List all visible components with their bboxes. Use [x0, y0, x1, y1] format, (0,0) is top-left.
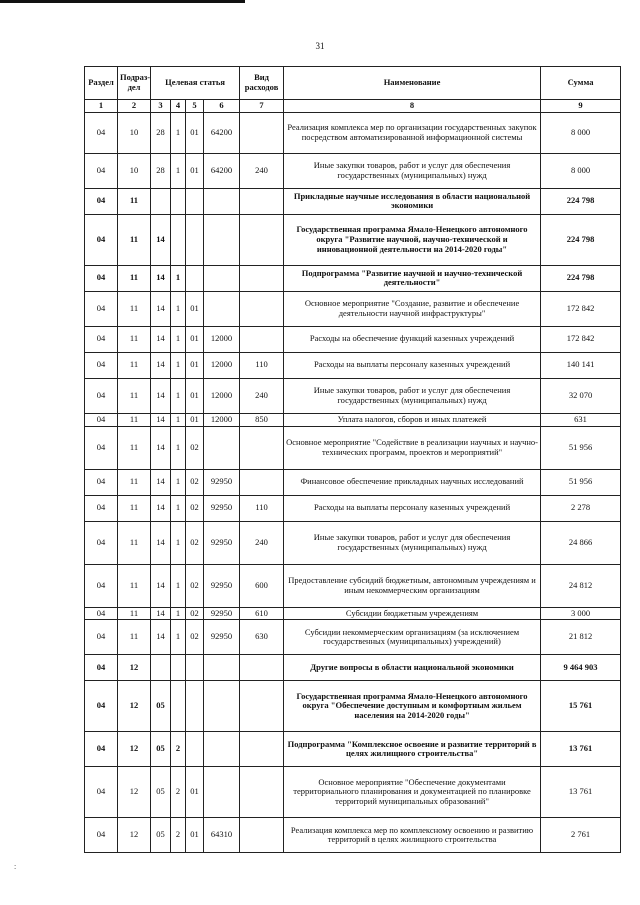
direction-cell [204, 767, 240, 818]
sum-cell: 51 956 [541, 469, 621, 495]
name-cell: Субсидии некоммерческим организациям (за исключением государственных (муниципальных) учреждений) [284, 620, 541, 655]
razdel-cell: 04 [85, 352, 118, 378]
direction-cell [204, 214, 240, 265]
table-row [85, 352, 621, 378]
direction-cell: 64310 [204, 818, 240, 853]
name-cell: Основное мероприятие "Создание, развитие и обеспечение деятельности научной инфраструктуры" [284, 291, 541, 326]
event-cell: 01 [186, 153, 204, 188]
program-cell: 14 [151, 326, 171, 352]
event-cell [186, 655, 204, 681]
table-row [85, 607, 621, 620]
podrazdel-cell: 11 [118, 564, 151, 607]
table-row [85, 655, 621, 681]
table-row [85, 495, 621, 521]
program-cell: 28 [151, 153, 171, 188]
event-cell: 01 [186, 112, 204, 153]
table-row [85, 413, 621, 426]
name-cell: Реализация комплекса мер по комплексному освоению и развитию территорий в целях жилищного строительства [284, 818, 541, 853]
sum-cell: 32 070 [541, 378, 621, 413]
direction-cell: 12000 [204, 326, 240, 352]
podrazdel-cell: 11 [118, 214, 151, 265]
name-cell: Прикладные научные исследования в области национальной экономики [284, 188, 541, 214]
table-body [85, 112, 621, 853]
podrazdel-cell: 10 [118, 153, 151, 188]
direction-cell [204, 426, 240, 469]
subprogram-cell: 2 [171, 818, 186, 853]
name-cell: Другие вопросы в области национальной экономики [284, 655, 541, 681]
expense-type-cell [240, 214, 284, 265]
podrazdel-cell: 12 [118, 655, 151, 681]
sum-cell: 13 761 [541, 732, 621, 767]
table-row [85, 112, 621, 153]
podrazdel-cell: 11 [118, 469, 151, 495]
column-number: 5 [186, 100, 204, 113]
sum-cell: 9 464 903 [541, 655, 621, 681]
table-row [85, 214, 621, 265]
podrazdel-cell: 11 [118, 426, 151, 469]
name-cell: Предоставление субсидий бюджетным, автономным учреждениям и иным некоммерческим организациям [284, 564, 541, 607]
program-cell: 14 [151, 521, 171, 564]
razdel-cell: 04 [85, 469, 118, 495]
program-cell: 14 [151, 214, 171, 265]
sum-cell: 224 798 [541, 265, 621, 291]
subprogram-cell: 1 [171, 521, 186, 564]
razdel-cell: 04 [85, 681, 118, 732]
name-cell: Государственная программа Ямало-Ненецкого автономного округа "Развитие научной, научно-технической и инновационной деятельности на 2014-2020 годы" [284, 214, 541, 265]
subprogram-cell: 1 [171, 607, 186, 620]
razdel-cell: 04 [85, 188, 118, 214]
program-cell: 14 [151, 291, 171, 326]
event-cell: 01 [186, 378, 204, 413]
event-cell [186, 265, 204, 291]
podrazdel-cell: 11 [118, 620, 151, 655]
program-cell: 14 [151, 426, 171, 469]
podrazdel-cell: 11 [118, 352, 151, 378]
name-cell: Иные закупки товаров, работ и услуг для обеспечения государственных (муниципальных) нужд [284, 521, 541, 564]
direction-cell: 92950 [204, 607, 240, 620]
razdel-cell: 04 [85, 620, 118, 655]
podrazdel-cell: 11 [118, 607, 151, 620]
program-cell [151, 188, 171, 214]
subprogram-cell: 1 [171, 153, 186, 188]
name-cell: Иные закупки товаров, работ и услуг для обеспечения государственных (муниципальных) нужд [284, 378, 541, 413]
name-cell: Финансовое обеспечение прикладных научных исследований [284, 469, 541, 495]
razdel-cell: 04 [85, 413, 118, 426]
subprogram-cell [171, 188, 186, 214]
expense-type-cell [240, 265, 284, 291]
event-cell [186, 188, 204, 214]
header-razdel: Раздел [85, 67, 118, 100]
table-row [85, 378, 621, 413]
expense-type-cell [240, 818, 284, 853]
expense-type-cell: 110 [240, 352, 284, 378]
sum-cell: 172 842 [541, 326, 621, 352]
expense-type-cell [240, 732, 284, 767]
podrazdel-cell: 11 [118, 265, 151, 291]
name-cell: Подпрограмма "Комплексное освоение и развитие территорий в целях жилищного строительства" [284, 732, 541, 767]
subprogram-cell [171, 681, 186, 732]
table-row [85, 326, 621, 352]
table-row [85, 265, 621, 291]
table-row [85, 469, 621, 495]
podrazdel-cell: 11 [118, 521, 151, 564]
subprogram-cell: 1 [171, 620, 186, 655]
name-cell: Реализация комплекса мер по организации государственных закупок посредством автоматизированной информационной системы [284, 112, 541, 153]
sum-cell: 3 000 [541, 607, 621, 620]
program-cell: 14 [151, 378, 171, 413]
table-row [85, 620, 621, 655]
subprogram-cell: 1 [171, 564, 186, 607]
table-row [85, 291, 621, 326]
name-cell: Основное мероприятие "Обеспечение документами территориального планирования и документацией по планировке территорий муниципальных образований" [284, 767, 541, 818]
subprogram-cell: 2 [171, 732, 186, 767]
subprogram-cell: 1 [171, 352, 186, 378]
direction-cell [204, 188, 240, 214]
direction-cell: 92950 [204, 620, 240, 655]
table-row [85, 188, 621, 214]
podrazdel-cell: 12 [118, 818, 151, 853]
program-cell: 14 [151, 413, 171, 426]
podrazdel-cell: 11 [118, 378, 151, 413]
expense-type-cell: 610 [240, 607, 284, 620]
program-cell [151, 655, 171, 681]
expense-type-cell: 630 [240, 620, 284, 655]
header-celevaya: Целевая статья [151, 67, 240, 100]
podrazdel-cell: 12 [118, 681, 151, 732]
subprogram-cell: 1 [171, 265, 186, 291]
sum-cell: 24 866 [541, 521, 621, 564]
podrazdel-cell: 11 [118, 413, 151, 426]
razdel-cell: 04 [85, 767, 118, 818]
program-cell: 14 [151, 495, 171, 521]
table-row [85, 818, 621, 853]
table-row [85, 564, 621, 607]
podrazdel-cell: 10 [118, 112, 151, 153]
direction-cell [204, 265, 240, 291]
subprogram-cell [171, 214, 186, 265]
podrazdel-cell: 11 [118, 188, 151, 214]
program-cell: 14 [151, 265, 171, 291]
direction-cell [204, 655, 240, 681]
column-number: 3 [151, 100, 171, 113]
razdel-cell: 04 [85, 732, 118, 767]
event-cell: 01 [186, 352, 204, 378]
expense-type-cell: 240 [240, 153, 284, 188]
subprogram-cell: 1 [171, 413, 186, 426]
sum-cell: 140 141 [541, 352, 621, 378]
direction-cell: 92950 [204, 521, 240, 564]
razdel-cell: 04 [85, 378, 118, 413]
event-cell [186, 214, 204, 265]
header-podrazdel: Подраз-дел [118, 67, 151, 100]
program-cell: 14 [151, 564, 171, 607]
subprogram-cell: 1 [171, 112, 186, 153]
column-number: 2 [118, 100, 151, 113]
razdel-cell: 04 [85, 426, 118, 469]
subprogram-cell: 1 [171, 378, 186, 413]
event-cell: 02 [186, 495, 204, 521]
sum-cell: 2 278 [541, 495, 621, 521]
podrazdel-cell: 12 [118, 732, 151, 767]
event-cell: 01 [186, 291, 204, 326]
sum-cell: 224 798 [541, 188, 621, 214]
column-number: 7 [240, 100, 284, 113]
expense-type-cell [240, 469, 284, 495]
top-rule [0, 0, 245, 3]
direction-cell [204, 732, 240, 767]
expense-type-cell [240, 426, 284, 469]
subprogram-cell: 2 [171, 767, 186, 818]
sum-cell: 15 761 [541, 681, 621, 732]
event-cell: 02 [186, 620, 204, 655]
expense-type-cell: 240 [240, 378, 284, 413]
sum-cell: 8 000 [541, 112, 621, 153]
razdel-cell: 04 [85, 214, 118, 265]
name-cell: Основное мероприятие "Содействие в реализации научных и научно-технических программ, проектов и мероприятий" [284, 426, 541, 469]
expense-type-cell: 600 [240, 564, 284, 607]
expense-type-cell [240, 291, 284, 326]
podrazdel-cell: 11 [118, 495, 151, 521]
razdel-cell: 04 [85, 655, 118, 681]
event-cell: 01 [186, 767, 204, 818]
sum-cell: 224 798 [541, 214, 621, 265]
podrazdel-cell: 11 [118, 326, 151, 352]
direction-cell: 92950 [204, 495, 240, 521]
program-cell: 14 [151, 620, 171, 655]
expense-type-cell: 850 [240, 413, 284, 426]
program-cell: 28 [151, 112, 171, 153]
sum-cell: 21 812 [541, 620, 621, 655]
name-cell: Расходы на обеспечение функций казенных учреждений [284, 326, 541, 352]
event-cell: 02 [186, 469, 204, 495]
column-number: 4 [171, 100, 186, 113]
event-cell: 02 [186, 607, 204, 620]
table-row [85, 521, 621, 564]
name-cell: Подпрограмма "Развитие научной и научно-технической деятельности" [284, 265, 541, 291]
program-cell: 14 [151, 607, 171, 620]
event-cell: 01 [186, 326, 204, 352]
header-name: Наименование [284, 67, 541, 100]
razdel-cell: 04 [85, 495, 118, 521]
direction-cell: 64200 [204, 153, 240, 188]
column-number: 9 [541, 100, 621, 113]
table-row [85, 426, 621, 469]
direction-cell: 92950 [204, 469, 240, 495]
expense-type-cell [240, 112, 284, 153]
subprogram-cell: 1 [171, 469, 186, 495]
budget-table [84, 66, 621, 853]
razdel-cell: 04 [85, 112, 118, 153]
event-cell: 02 [186, 426, 204, 469]
sum-cell: 172 842 [541, 291, 621, 326]
podrazdel-cell: 11 [118, 291, 151, 326]
column-number: 6 [204, 100, 240, 113]
expense-type-cell [240, 681, 284, 732]
column-number: 8 [284, 100, 541, 113]
razdel-cell: 04 [85, 818, 118, 853]
header-sum: Сумма [541, 67, 621, 100]
subprogram-cell [171, 655, 186, 681]
sum-cell: 24 812 [541, 564, 621, 607]
column-number: 1 [85, 100, 118, 113]
razdel-cell: 04 [85, 607, 118, 620]
name-cell: Расходы на выплаты персоналу казенных учреждений [284, 352, 541, 378]
direction-cell: 12000 [204, 352, 240, 378]
table-row [85, 767, 621, 818]
event-cell: 02 [186, 521, 204, 564]
expense-type-cell [240, 188, 284, 214]
sum-cell: 13 761 [541, 767, 621, 818]
expense-type-cell [240, 655, 284, 681]
name-cell: Уплата налогов, сборов и иных платежей [284, 413, 541, 426]
column-number-row [85, 100, 621, 113]
table-row [85, 732, 621, 767]
direction-cell: 12000 [204, 378, 240, 413]
subprogram-cell: 1 [171, 426, 186, 469]
subprogram-cell: 1 [171, 495, 186, 521]
event-cell: 01 [186, 413, 204, 426]
header-vid: Вид расходов [240, 67, 284, 100]
margin-mark: : [14, 862, 17, 871]
name-cell: Субсидии бюджетным учреждениям [284, 607, 541, 620]
program-cell: 05 [151, 681, 171, 732]
expense-type-cell [240, 767, 284, 818]
event-cell: 02 [186, 564, 204, 607]
program-cell: 05 [151, 732, 171, 767]
expense-type-cell: 240 [240, 521, 284, 564]
event-cell [186, 681, 204, 732]
program-cell: 05 [151, 767, 171, 818]
subprogram-cell: 1 [171, 326, 186, 352]
sum-cell: 631 [541, 413, 621, 426]
page-number: 31 [315, 41, 325, 51]
razdel-cell: 04 [85, 153, 118, 188]
expense-type-cell: 110 [240, 495, 284, 521]
name-cell: Государственная программа Ямало-Ненецкого автономного округа "Обеспечение доступным и комфортным жильем населения на 2014-2020 годы" [284, 681, 541, 732]
program-cell: 14 [151, 352, 171, 378]
subprogram-cell: 1 [171, 291, 186, 326]
name-cell: Расходы на выплаты персоналу казенных учреждений [284, 495, 541, 521]
razdel-cell: 04 [85, 265, 118, 291]
direction-cell: 92950 [204, 564, 240, 607]
direction-cell [204, 291, 240, 326]
direction-cell: 64200 [204, 112, 240, 153]
sum-cell: 2 761 [541, 818, 621, 853]
event-cell [186, 732, 204, 767]
name-cell: Иные закупки товаров, работ и услуг для обеспечения государственных (муниципальных) нужд [284, 153, 541, 188]
direction-cell [204, 681, 240, 732]
direction-cell: 12000 [204, 413, 240, 426]
sum-cell: 8 000 [541, 153, 621, 188]
expense-type-cell [240, 326, 284, 352]
table-row [85, 681, 621, 732]
program-cell: 14 [151, 469, 171, 495]
razdel-cell: 04 [85, 564, 118, 607]
sum-cell: 51 956 [541, 426, 621, 469]
razdel-cell: 04 [85, 521, 118, 564]
razdel-cell: 04 [85, 326, 118, 352]
table-header-row [85, 67, 621, 100]
podrazdel-cell: 12 [118, 767, 151, 818]
program-cell: 05 [151, 818, 171, 853]
table-row [85, 153, 621, 188]
razdel-cell: 04 [85, 291, 118, 326]
event-cell: 01 [186, 818, 204, 853]
